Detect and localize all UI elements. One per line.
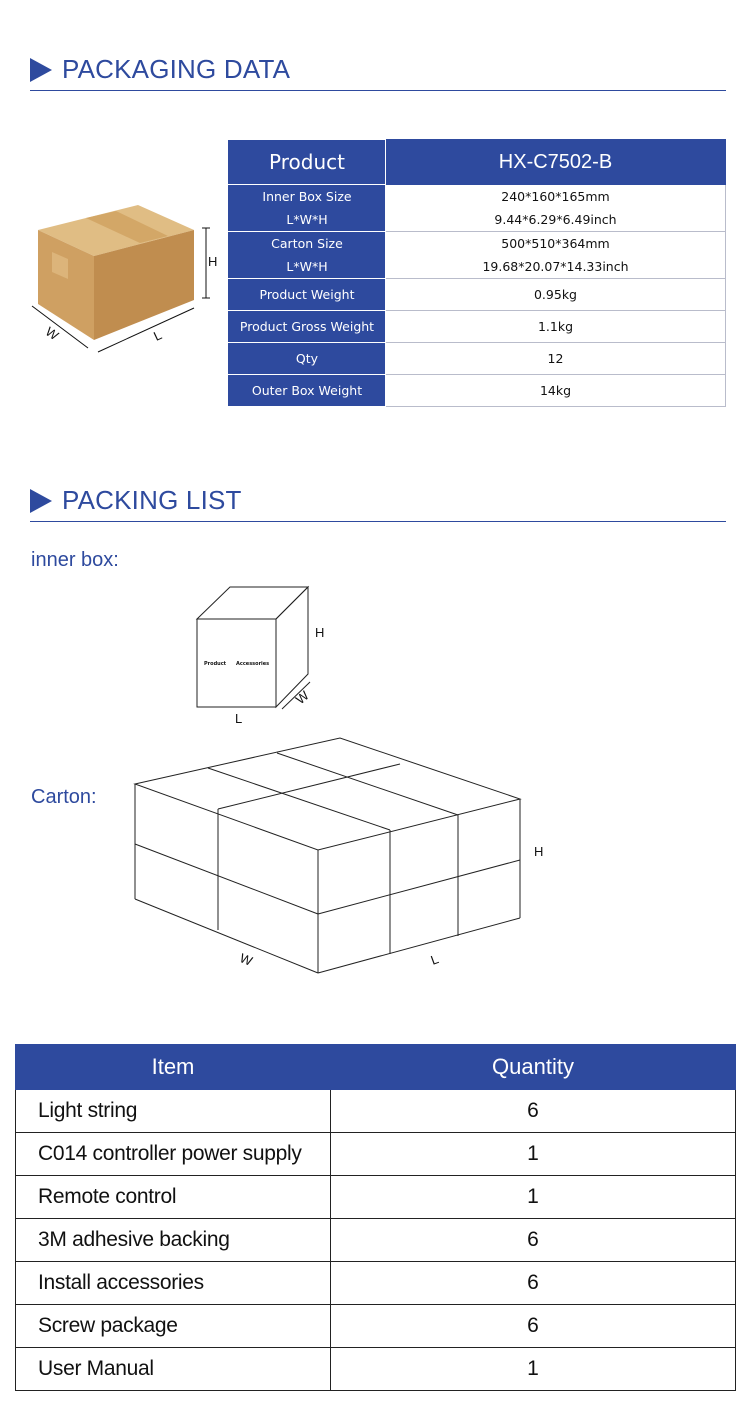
row-value: 500*510*364mm 19.68*20.07*14.33inch	[386, 232, 726, 279]
carton-diagram	[130, 733, 525, 978]
width-label: W	[42, 323, 62, 344]
row-value: 240*160*165mm 9.44*6.29*6.49inch	[386, 185, 726, 232]
divider	[30, 521, 726, 522]
table-row	[229, 343, 726, 375]
length-label: L	[151, 327, 165, 344]
table-row	[229, 185, 726, 232]
table-row	[229, 311, 726, 343]
item-cell: Remote control	[16, 1176, 331, 1219]
table-row	[16, 1219, 736, 1262]
qty-cell: 6	[331, 1219, 736, 1262]
cardboard-box-icon	[28, 200, 228, 360]
width-label: W	[237, 950, 255, 969]
qty-cell: 6	[331, 1262, 736, 1305]
table-row	[16, 1133, 736, 1176]
packing-list-header	[30, 483, 726, 519]
section-title: PACKING LIST	[62, 485, 242, 515]
table-row	[229, 232, 726, 279]
table-row	[229, 279, 726, 311]
qty-cell: 6	[331, 1305, 736, 1348]
row-value: 1.1kg	[386, 311, 726, 343]
row-label: Inner Box Size L*W*H	[229, 185, 386, 232]
section-title: PACKAGING DATA	[62, 54, 291, 84]
row-label: Product Gross Weight	[229, 311, 386, 343]
qty-cell: 1	[331, 1348, 736, 1391]
row-label: Carton Size L*W*H	[229, 232, 386, 279]
length-label: L	[235, 711, 243, 726]
row-value: 14kg	[386, 375, 726, 407]
item-cell: Install accessories	[16, 1262, 331, 1305]
item-cell: 3M adhesive backing	[16, 1219, 331, 1262]
table-row	[16, 1176, 736, 1219]
row-value: 0.95kg	[386, 279, 726, 311]
triangle-bullet-icon	[30, 58, 52, 82]
row-value: 12	[386, 343, 726, 375]
quantity-column-header: Quantity	[331, 1045, 736, 1090]
product-mark: Product	[204, 661, 227, 667]
qty-cell: 1	[331, 1133, 736, 1176]
divider	[30, 90, 726, 91]
item-cell: C014 controller power supply	[16, 1133, 331, 1176]
table-header-row	[229, 140, 726, 185]
item-cell: Light string	[16, 1090, 331, 1133]
item-cell: User Manual	[16, 1348, 331, 1391]
inner-box-label: inner box:	[31, 549, 119, 571]
table-row	[16, 1262, 736, 1305]
table-row	[16, 1090, 736, 1133]
product-label: Product	[229, 140, 386, 185]
accessories-mark: Accessories	[236, 661, 270, 667]
product-value: HX-C7502-B	[386, 140, 726, 185]
carton-label: Carton:	[31, 786, 97, 808]
table-row	[16, 1348, 736, 1391]
qty-cell: 6	[331, 1090, 736, 1133]
packaging-data-header	[30, 52, 726, 88]
packaging-data-table	[228, 139, 726, 407]
table-row	[229, 375, 726, 407]
table-header-row	[16, 1045, 736, 1090]
length-label: L	[428, 951, 441, 968]
row-label: Product Weight	[229, 279, 386, 311]
height-label: H	[315, 625, 325, 640]
triangle-bullet-icon	[30, 489, 52, 513]
item-cell: Screw package	[16, 1305, 331, 1348]
item-column-header: Item	[16, 1045, 331, 1090]
table-row	[16, 1305, 736, 1348]
height-label: H	[208, 254, 218, 269]
row-label: Qty	[229, 343, 386, 375]
height-label: H	[534, 844, 544, 859]
packing-list-table	[15, 1044, 736, 1391]
row-label: Outer Box Weight	[229, 375, 386, 407]
width-label: W	[292, 687, 312, 708]
qty-cell: 1	[331, 1176, 736, 1219]
